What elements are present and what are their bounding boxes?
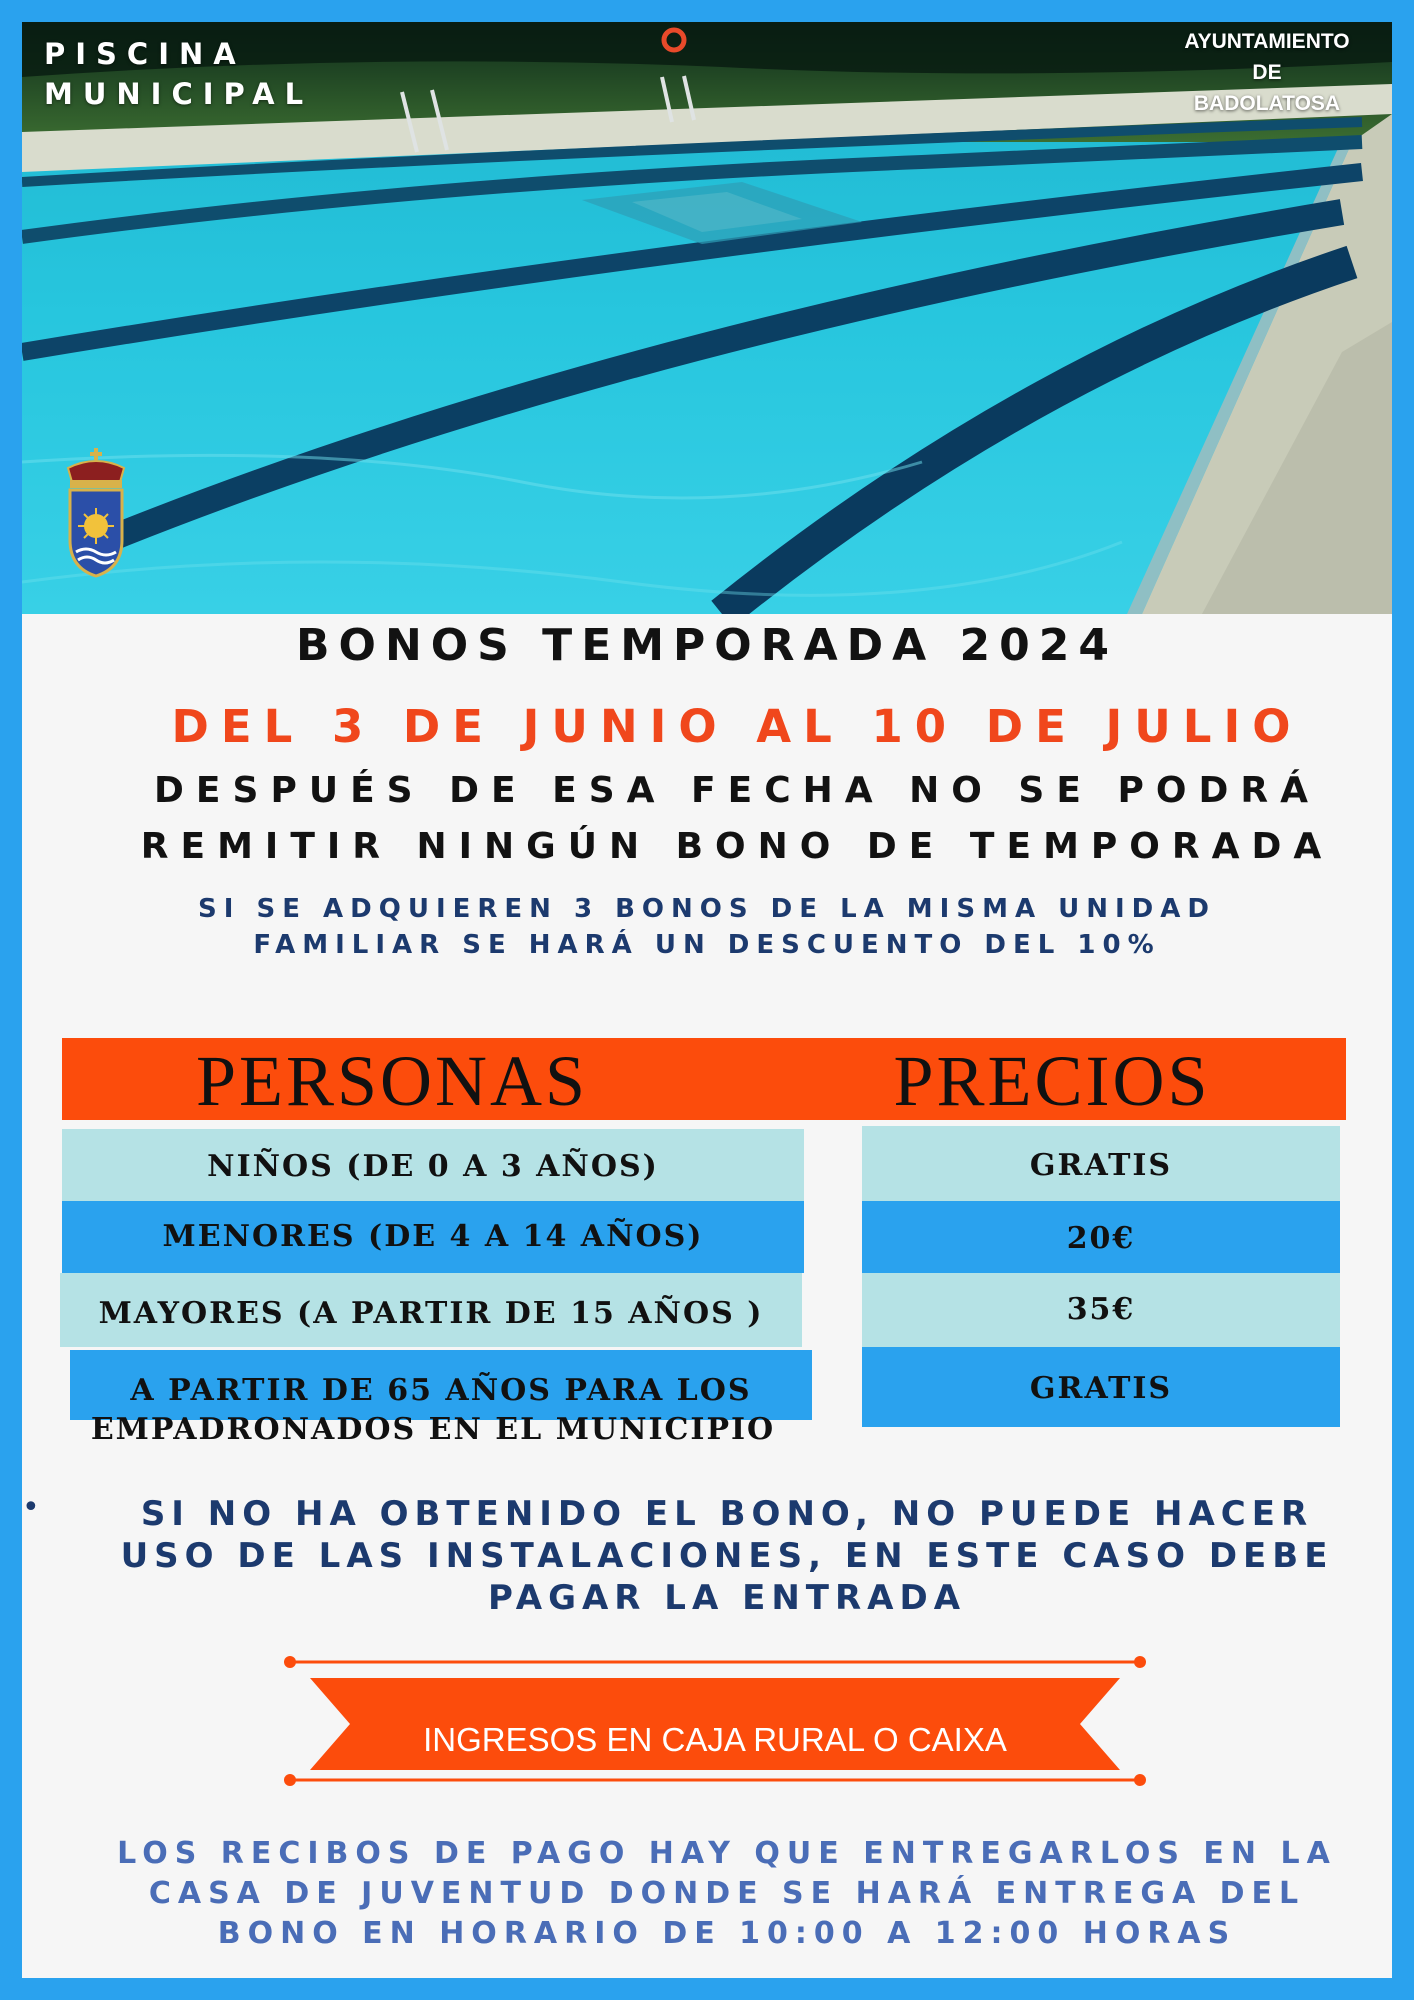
person-cell-adults: MAYORES (A PARTIR DE 15 AÑOS )	[60, 1273, 802, 1347]
person-cell-seniors-continued: EMPADRONADOS EN EL MUNICIPIO	[90, 1412, 776, 1447]
receipt-note-line-2: CASA DE JUVENTUD DONDE SE HARÁ ENTREGA DEL	[148, 1876, 1306, 1911]
price-cell-adults: 35€	[862, 1273, 1340, 1347]
no-pass-note-line-2: USO DE LAS INSTALACIONES, EN ESTE CASO DEBE	[120, 1536, 1334, 1576]
municipal-coat-of-arms-icon	[64, 440, 128, 590]
person-cell-children: NIÑOS (DE 0 A 3 AÑOS)	[62, 1129, 804, 1201]
discount-line-1: SI SE ADQUIEREN 3 BONOS DE LA MISMA UNIDAD	[198, 894, 1216, 924]
council-line-1: AYUNTAMIENTO	[1184, 30, 1350, 53]
deadline-warning-line-1: DESPUÉS DE ESA FECHA NO SE PODRÁ	[154, 770, 1320, 811]
price-table-header	[62, 1038, 1346, 1120]
brand-line-1: PISCINA	[44, 37, 246, 71]
person-cell-minors: MENORES (DE 4 A 14 AÑOS)	[62, 1201, 804, 1273]
person-cell-seniors: A PARTIR DE 65 AÑOS PARA LOS	[70, 1350, 812, 1420]
brand-line-2: MUNICIPAL	[44, 77, 314, 111]
poster	[22, 22, 1392, 1978]
no-pass-note-line-1: SI NO HA OBTENIDO EL BONO, NO PUEDE HACER	[140, 1494, 1314, 1534]
no-pass-note-line-3: PAGAR LA ENTRADA	[487, 1578, 967, 1618]
receipt-note-line-1: LOS RECIBOS DE PAGO HAY QUE ENTREGARLOS EN LA	[117, 1836, 1337, 1871]
pool-photo	[22, 22, 1392, 614]
receipt-note-line-3: BONO EN HORARIO DE 10:00 A 12:00 HORAS	[217, 1916, 1237, 1951]
discount-line-2: FAMILIAR SE HARÁ UN DESCUENTO DEL 10%	[253, 930, 1161, 960]
deadline-warning-line-2: REMITIR NINGÚN BONO DE TEMPORADA	[140, 826, 1334, 867]
header-persons: PERSONAS	[195, 1041, 589, 1121]
header-prices: PRECIOS	[893, 1041, 1211, 1121]
price-cell-children: GRATIS	[862, 1126, 1340, 1201]
season-dates: DEL 3 DE JUNIO AL 10 DE JULIO	[171, 700, 1303, 753]
price-cell-seniors: GRATIS	[862, 1347, 1340, 1427]
bullet-marker: •	[22, 1490, 40, 1525]
price-cell-minors: 20€	[862, 1201, 1340, 1273]
council-line-2: DE	[1252, 61, 1282, 84]
pool-brand	[44, 34, 313, 114]
season-title: BONOS TEMPORADA 2024	[296, 620, 1118, 671]
payment-banner-text: INGRESOS EN CAJA RURAL O CAIXA	[423, 1721, 1007, 1758]
council-line-3: BADOLATOSA	[1193, 92, 1341, 115]
council-name	[1152, 26, 1382, 119]
